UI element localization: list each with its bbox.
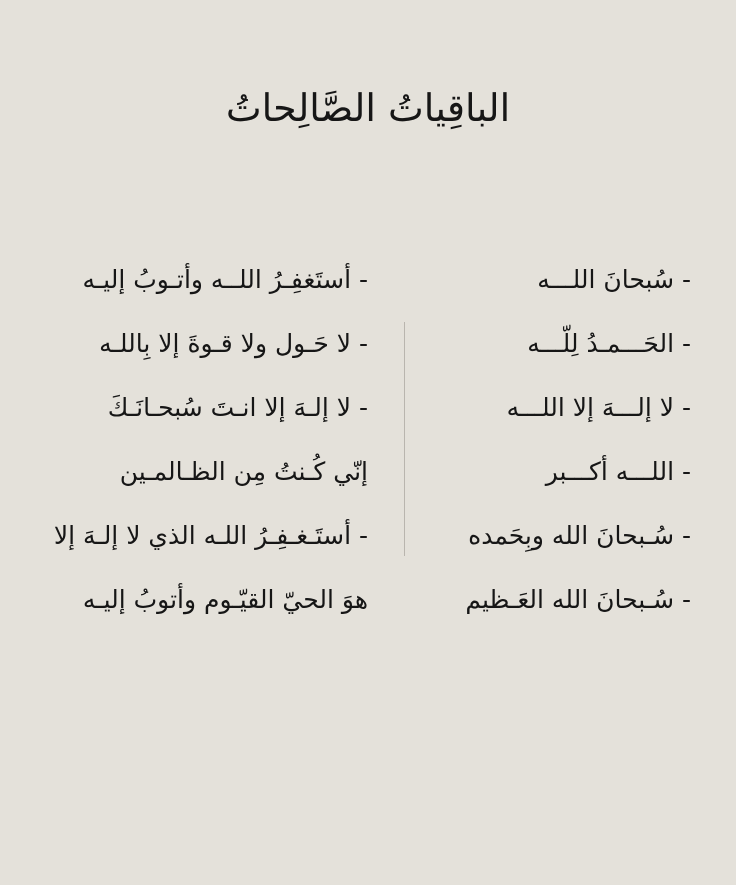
dhikr-line: هوَ الحيّ القيّـوم وأتوبُ إليـه <box>82 585 368 614</box>
dhikr-line: - أستَغفِـرُ اللــه وأتـوبُ إليـه <box>82 265 368 294</box>
dhikr-line: - سُـبحانَ الله وبِحَمده <box>468 521 691 550</box>
dhikr-line: - سُبحانَ اللـــه <box>537 265 691 294</box>
dhikr-line: - اللـــه أكـــبر <box>545 457 691 486</box>
dhikr-line: - لا إلـهَ إلا انـتَ سُبحـانَـكَ <box>107 393 368 422</box>
dhikr-line: إنّي كُـنتُ مِن الظـالمـين <box>119 457 368 486</box>
dhikr-line: - الحَـــمـدُ لِلّـــه <box>527 329 691 358</box>
dhikr-line: - أستَـغـفِـرُ اللـه الذي لا إلـهَ إلا <box>53 521 368 550</box>
dhikr-line: - سُـبحانَ الله العَـظيم <box>465 585 691 614</box>
column-divider <box>404 322 405 556</box>
dhikr-line: - لا حَـول ولا قـوةَ إلا بِاللـه <box>99 329 368 358</box>
dhikr-line: - لا إلـــهَ إلا اللـــه <box>506 393 691 422</box>
page-title: الباقِياتُ الصَّالِحاتُ <box>225 86 511 130</box>
